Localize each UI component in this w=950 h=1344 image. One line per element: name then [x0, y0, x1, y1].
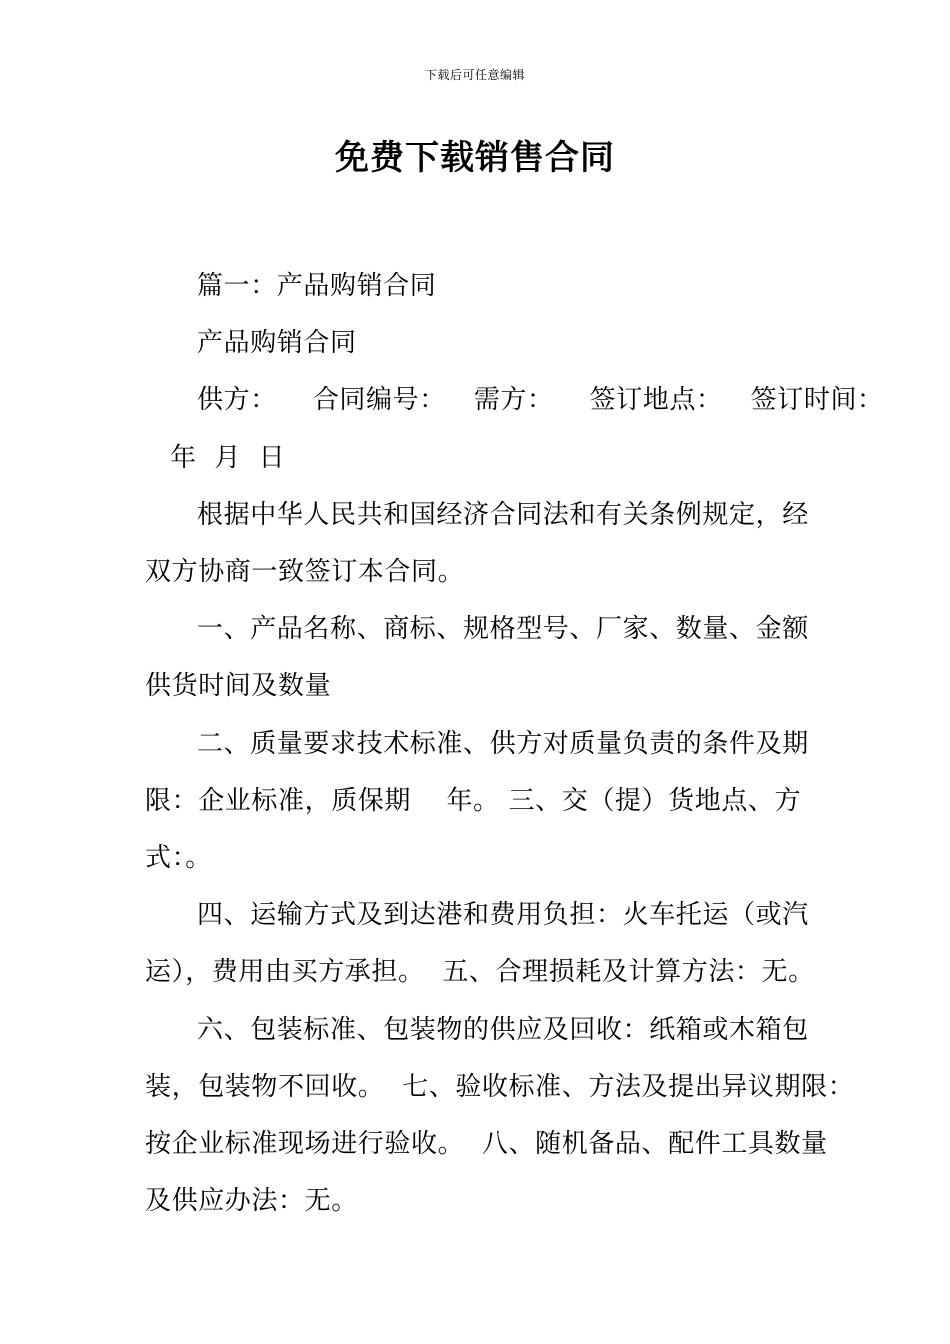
contract-parties-line [145, 372, 884, 429]
date-line: 年 月 日 [170, 442, 286, 473]
paragraph-line: 根据中华人民共和国经济合同法和有关条例规定，经 [197, 499, 809, 530]
document-body [145, 258, 884, 1230]
contract-name: 产品购销合同 [197, 328, 357, 359]
clause-line: 六、包装标准、包装物的供应及回收：纸箱或木箱包 [197, 1014, 809, 1045]
clause-line: 四、运输方式及到达港和费用负担：火车托运（或汽 [197, 900, 809, 931]
clause-line: 一、产品名称、商标、规格型号、厂家、数量、金额 [197, 614, 809, 645]
clause-line: 式：。 [145, 843, 212, 874]
buyer-label: 需方： [473, 385, 554, 416]
clause-line: 按企业标准现场进行验收。 八、随机备品、配件工具数量 [145, 1129, 828, 1160]
clause-line: 限：企业标准，质保期 年。 三、交（提）货地点、方 [145, 785, 802, 816]
document-title: 免费下载销售合同 [335, 138, 615, 178]
paragraph-line: 双方协商一致签订本合同。 [145, 557, 465, 588]
clause-line: 二、质量要求技术标准、供方对质量负责的条件及期 [197, 728, 809, 759]
section-heading: 篇一：产品购销合同 [197, 271, 437, 301]
clause-line: 装，包装物不回收。 七、验收标准、方法及提出异议期限： [145, 1071, 855, 1102]
supplier-label: 供方： [197, 385, 277, 416]
contract-number-label: 合同编号： [312, 385, 446, 416]
clause-line: 供货时间及数量 [145, 671, 332, 702]
clause-line: 及供应办法：无。 [145, 1186, 358, 1217]
signing-place-label: 签订地点： [589, 385, 723, 416]
clause-line: 运），费用由买方承担。 五、合理损耗及计算方法：无。 [145, 957, 815, 988]
signing-time-label: 签订时间： [750, 385, 884, 416]
header-note: 下载后可任意编辑 [424, 68, 525, 82]
